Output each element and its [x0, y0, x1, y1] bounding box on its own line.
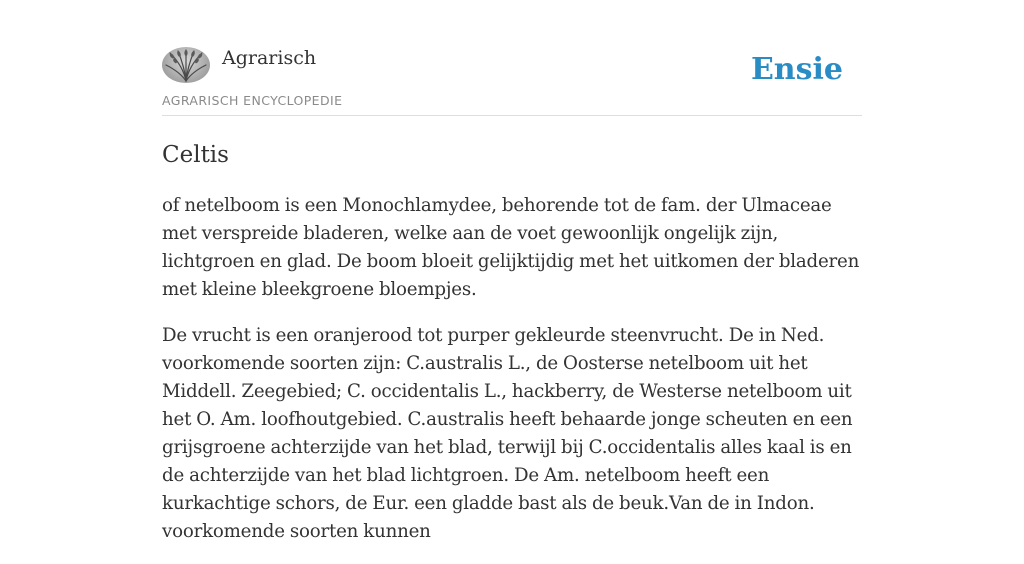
article-paragraph: De vrucht is een oranjerood tot purper gekleurde steenvrucht. De in Ned. voorkomende soorten zijn: C.australis L., de Oosterse netelboom uit het Middell. Zeegebied; C. occidentalis L., hackberry, de Westerse netelboom uit het O. Am. loofhoutgebied. C.australis heeft behaarde jonge scheuten en een grijsgroene achterzijde van het blad, terwijl bij C.occidentalis alles kaal is en de achterzijde van het blad lichtgroen. De Am. netelboom heeft een kurkachtige schors, de Eur. een gladde bast als de beuk.Van de in Indon. voorkomende soorten kunnen	[162, 325, 853, 542]
content-column	[162, 0, 862, 542]
wheat-icon[interactable]	[162, 47, 210, 83]
source-name[interactable]: Agrarisch	[222, 47, 317, 69]
article-title: Celtis	[162, 142, 229, 168]
article-paragraph: of netelboom is een Monochlamydee, behorende tot de fam. der Ulmaceae met verspreide bladeren, welke aan de voet gewoonlijk ongelijk zijn, lichtgroen en glad. De boom bloeit gelijktijdig met het uitkomen der bladeren met kleine bleekgroene bloempjes.	[162, 195, 860, 300]
brand-logo-link[interactable]: Ensie	[750, 52, 843, 87]
source-header	[162, 0, 862, 116]
article-body	[162, 192, 862, 564]
source-subtitle: AGRARISCH ENCYCLOPEDIE	[162, 93, 343, 108]
